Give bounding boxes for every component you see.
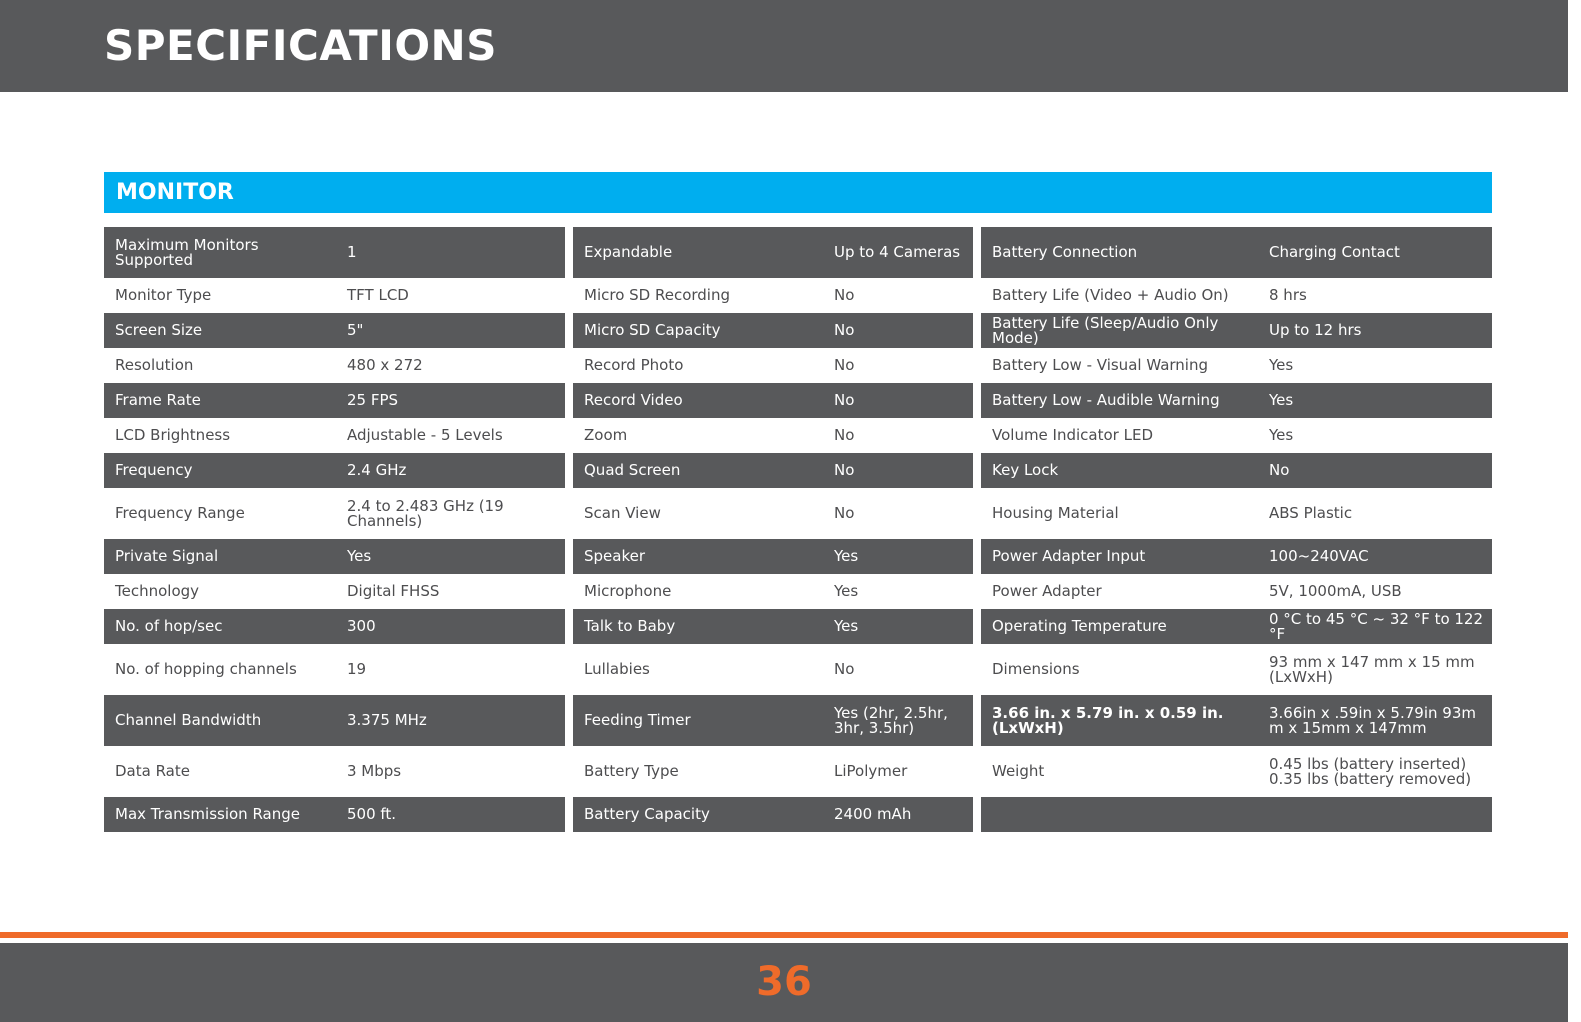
spec-label: Frequency bbox=[115, 461, 193, 479]
page-title: SPECIFICATIONS bbox=[104, 21, 497, 70]
spec-label: No. of hop/sec bbox=[115, 617, 223, 635]
spec-row bbox=[573, 418, 973, 453]
spec-label: LCD Brightness bbox=[115, 426, 231, 444]
header-bar bbox=[0, 0, 1568, 92]
spec-label: Screen Size bbox=[115, 321, 203, 339]
spec-row bbox=[981, 453, 1492, 488]
spec-value: Adjustable - 5 Levels bbox=[347, 426, 503, 444]
spec-value: Charging Contact bbox=[1269, 243, 1400, 261]
spec-label: Expandable bbox=[584, 243, 673, 261]
spec-row bbox=[573, 609, 973, 644]
spec-row bbox=[104, 348, 565, 383]
spec-value: 0 °C to 45 °C ~ 32 °F to 122 °F bbox=[1269, 609, 1484, 643]
spec-label: Dimensions bbox=[992, 660, 1080, 678]
spec-value: 0.45 lbs (battery inserted) 0.35 lbs (battery removed) bbox=[1269, 754, 1472, 788]
spec-value: 3.375 MHz bbox=[347, 711, 427, 729]
spec-label: Microphone bbox=[584, 582, 672, 600]
spec-label: Power Adapter bbox=[992, 582, 1102, 600]
spec-row bbox=[981, 695, 1492, 746]
spec-row bbox=[573, 746, 973, 797]
spec-label: Max Transmission Range bbox=[115, 805, 300, 823]
spec-value: No bbox=[834, 321, 855, 339]
spec-label: Battery Life (Sleep/Audio Only Mode) bbox=[992, 313, 1219, 347]
spec-row bbox=[104, 418, 565, 453]
spec-label: Housing Material bbox=[992, 504, 1119, 522]
spec-value: 5V, 1000mA, USB bbox=[1269, 582, 1402, 600]
footer-bar bbox=[0, 943, 1568, 1022]
spec-label: Speaker bbox=[584, 547, 646, 565]
spec-column-1 bbox=[104, 227, 565, 832]
spec-label: Weight bbox=[992, 762, 1045, 780]
spec-column-3 bbox=[981, 227, 1492, 832]
spec-row bbox=[104, 313, 565, 348]
spec-row bbox=[573, 695, 973, 746]
spec-row bbox=[104, 644, 565, 695]
spec-row bbox=[981, 797, 1492, 832]
spec-value: TFT LCD bbox=[347, 286, 409, 304]
spec-row bbox=[981, 348, 1492, 383]
page-number: 36 bbox=[756, 959, 812, 1005]
spec-row bbox=[573, 348, 973, 383]
spec-value: No bbox=[834, 426, 855, 444]
spec-row bbox=[981, 539, 1492, 574]
spec-label: Battery Capacity bbox=[584, 805, 710, 823]
spec-label: Battery Low - Visual Warning bbox=[992, 356, 1208, 374]
spec-value: Yes bbox=[1269, 426, 1294, 444]
spec-value: 3.66in x .59in x 5.79in 93m m x 15mm x 147mm bbox=[1269, 703, 1476, 737]
spec-value: Up to 4 Cameras bbox=[834, 243, 961, 261]
spec-value: 480 x 272 bbox=[347, 356, 423, 374]
spec-value: LiPolymer bbox=[834, 762, 908, 780]
spec-value: No bbox=[834, 391, 855, 409]
spec-value: Yes (2hr, 2.5hr, 3hr, 3.5hr) bbox=[834, 703, 948, 737]
spec-value: 100~240VAC bbox=[1269, 547, 1369, 565]
spec-row bbox=[981, 227, 1492, 278]
spec-row bbox=[573, 797, 973, 832]
spec-row bbox=[573, 313, 973, 348]
spec-value: No bbox=[834, 504, 855, 522]
spec-value: 19 bbox=[347, 660, 367, 678]
spec-value: 93 mm x 147 mm x 15 mm (LxWxH) bbox=[1269, 652, 1475, 686]
spec-value: 3 Mbps bbox=[347, 762, 402, 780]
spec-row bbox=[573, 644, 973, 695]
spec-row bbox=[981, 488, 1492, 539]
spec-value: 500 ft. bbox=[347, 805, 397, 823]
spec-value: No bbox=[834, 461, 855, 479]
spec-row bbox=[573, 383, 973, 418]
spec-value: Yes bbox=[347, 547, 372, 565]
spec-value: 8 hrs bbox=[1269, 286, 1307, 304]
spec-value: 2.4 GHz bbox=[347, 461, 407, 479]
spec-label: Monitor Type bbox=[115, 286, 212, 304]
spec-row bbox=[104, 383, 565, 418]
spec-label: Zoom bbox=[584, 426, 628, 444]
spec-value: 25 FPS bbox=[347, 391, 399, 409]
section-title: MONITOR bbox=[116, 180, 234, 205]
spec-label: Lullabies bbox=[584, 660, 650, 678]
spec-row bbox=[981, 644, 1492, 695]
spec-value: Yes bbox=[834, 547, 859, 565]
spec-label: Private Signal bbox=[115, 547, 219, 565]
spec-row bbox=[104, 609, 565, 644]
spec-label: Micro SD Capacity bbox=[584, 321, 721, 339]
spec-row bbox=[104, 278, 565, 313]
spec-label: Data Rate bbox=[115, 762, 190, 780]
section-header bbox=[104, 172, 1492, 213]
spec-value: Yes bbox=[1269, 356, 1294, 374]
spec-label: Volume Indicator LED bbox=[992, 426, 1153, 444]
spec-label: Resolution bbox=[115, 356, 194, 374]
spec-value: No bbox=[834, 660, 855, 678]
spec-label: Frequency Range bbox=[115, 504, 245, 522]
spec-label: Battery Connection bbox=[992, 243, 1138, 261]
spec-label: Battery Low - Audible Warning bbox=[992, 391, 1220, 409]
spec-row bbox=[573, 488, 973, 539]
spec-label bbox=[992, 797, 1262, 832]
spec-label: Scan View bbox=[584, 504, 661, 522]
spec-row bbox=[104, 695, 565, 746]
spec-column-2 bbox=[573, 227, 973, 832]
spec-row bbox=[981, 313, 1492, 348]
spec-row bbox=[981, 746, 1492, 797]
spec-value: No bbox=[1269, 461, 1290, 479]
spec-row bbox=[573, 539, 973, 574]
spec-label: Channel Bandwidth bbox=[115, 711, 262, 729]
spec-value: Digital FHSS bbox=[347, 582, 440, 600]
spec-value: 5" bbox=[347, 321, 364, 339]
spec-row bbox=[104, 539, 565, 574]
spec-label: Micro SD Recording bbox=[584, 286, 731, 304]
spec-label: Record Photo bbox=[584, 356, 684, 374]
spec-label: Power Adapter Input bbox=[992, 547, 1146, 565]
spec-label: Operating Temperature bbox=[992, 617, 1167, 635]
spec-label: Battery Life (Video + Audio On) bbox=[992, 286, 1229, 304]
spec-row bbox=[104, 746, 565, 797]
spec-row bbox=[104, 574, 565, 609]
spec-row bbox=[573, 227, 973, 278]
spec-value: Up to 12 hrs bbox=[1269, 321, 1362, 339]
spec-value: No bbox=[834, 356, 855, 374]
spec-label: Feeding Timer bbox=[584, 711, 691, 729]
spec-row bbox=[573, 453, 973, 488]
spec-label: Key Lock bbox=[992, 461, 1059, 479]
spec-label: Quad Screen bbox=[584, 461, 681, 479]
spec-row bbox=[104, 797, 565, 832]
spec-label: Technology bbox=[115, 582, 200, 600]
spec-value: 1 bbox=[347, 243, 357, 261]
spec-row bbox=[104, 227, 565, 278]
spec-row bbox=[573, 278, 973, 313]
spec-value: ABS Plastic bbox=[1269, 504, 1353, 522]
spec-row bbox=[104, 488, 565, 539]
spec-value bbox=[1269, 797, 1484, 832]
spec-row bbox=[981, 278, 1492, 313]
spec-row bbox=[981, 574, 1492, 609]
spec-row bbox=[573, 574, 973, 609]
spec-row bbox=[981, 418, 1492, 453]
spec-row bbox=[981, 609, 1492, 644]
spec-label: No. of hopping channels bbox=[115, 660, 297, 678]
spec-label: 3.66 in. x 5.79 in. x 0.59 in. (LxWxH) bbox=[992, 703, 1224, 737]
spec-value: 2400 mAh bbox=[834, 805, 912, 823]
footer-accent-line bbox=[0, 932, 1568, 938]
spec-label: Maximum Monitors Supported bbox=[115, 235, 259, 269]
spec-value: 2.4 to 2.483 GHz (19 Channels) bbox=[347, 496, 504, 530]
spec-label: Talk to Baby bbox=[584, 617, 676, 635]
spec-label: Battery Type bbox=[584, 762, 679, 780]
spec-row bbox=[981, 383, 1492, 418]
spec-value: Yes bbox=[1269, 391, 1294, 409]
spec-label: Frame Rate bbox=[115, 391, 201, 409]
spec-value: No bbox=[834, 286, 855, 304]
spec-value: 300 bbox=[347, 617, 376, 635]
spec-label: Record Video bbox=[584, 391, 683, 409]
spec-value: Yes bbox=[834, 617, 859, 635]
spec-row bbox=[104, 453, 565, 488]
spec-value: Yes bbox=[834, 582, 859, 600]
